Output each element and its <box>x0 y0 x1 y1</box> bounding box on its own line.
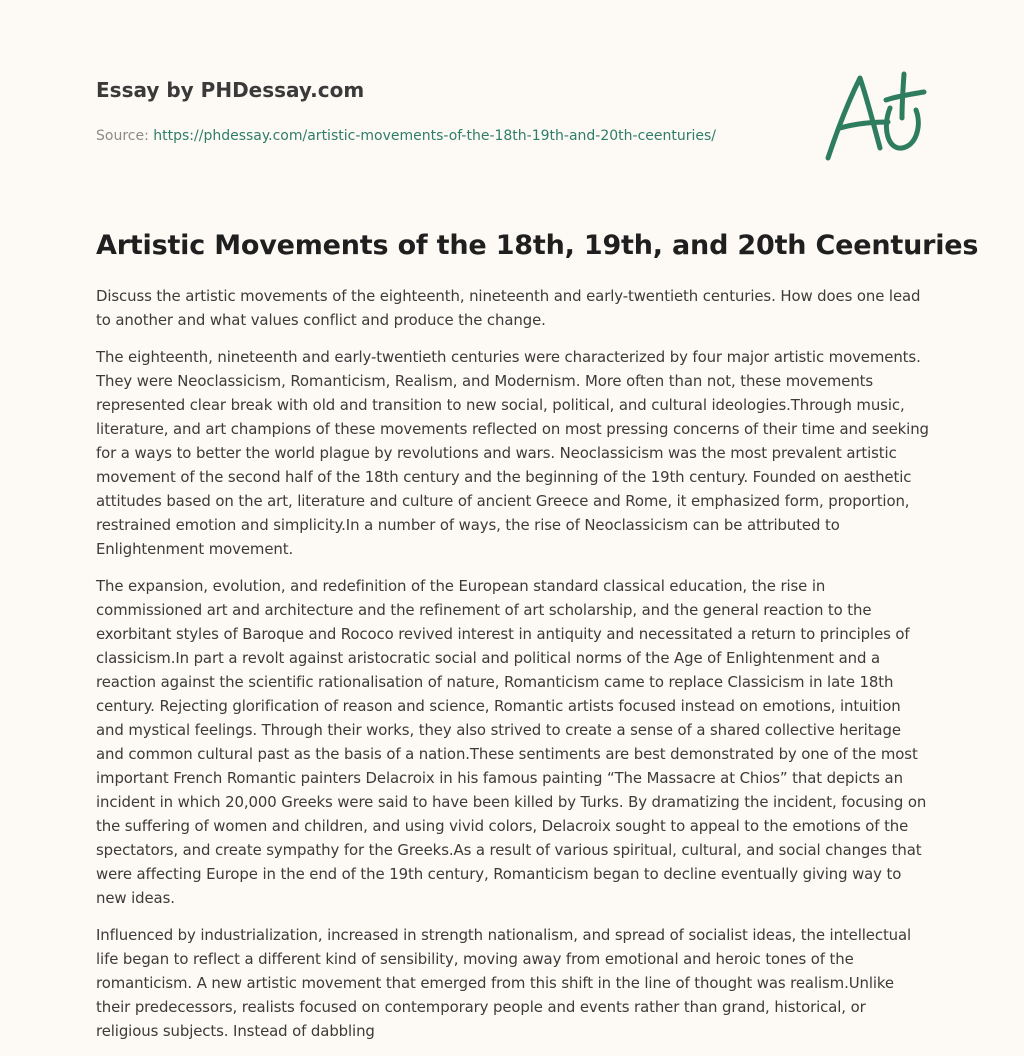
site-brand: Essay by PHDessay.com <box>96 78 365 102</box>
essay-paragraph: The eighteenth, nineteenth and early-twentieth centuries were characterized by four major artistic movements. They were Neoclassicism, Romanticism, Realism, and Modernism. More often than not, these movements represented clear break with old and transition to new social, political, and cultural ideologies.Through music, literature, and art champions of these movements reflected on most pressing concerns of their time and seeking for a ways to better the world plague by revolutions and wars. Neoclassicism was the most prevalent artistic movement of the second half of the 18th century and the beginning of the 19th century. Founded on aesthetic attitudes based on the art, literature and culture of ancient Greece and Rome, it emphasized form, proportion, restrained emotion and simplicity.In a number of ways, the rise of Neoclassicism can be attributed to Enlightenment movement. <box>96 348 929 558</box>
essay-paragraph: Discuss the artistic movements of the eighteenth, nineteenth and early-twentieth centuries. How does one lead to another and what values conflict and produce the change. <box>96 287 921 329</box>
source-line <box>96 126 796 146</box>
essay-paragraph: The expansion, evolution, and redefinition of the European standard classical education, the rise in commissioned art and architecture and the refinement of art scholarship, and the general reaction to the exorbitant styles of Baroque and Rococo revived interest in antiquity and necessitated a return to principles of classicism.In part a revolt against aristocratic social and political norms of the Age of Enlightenment and a reaction against the scientific rationalisation of nature, Romanticism came to replace Classicism in late 18th century. Rejecting glorification of reason and science, Romantic artists focused instead on emotions, intuition and mystical feelings. Through their works, they also strived to create a sense of a shared collective heritage and common cultural past as the basis of a nation.These sentiments are best demonstrated by one of the most important French Romantic painters Delacroix in his famous painting “The Massacre at Chios” that depicts an incident in which 20,000 Greeks were said to have been killed by Turks. By dramatizing the incident, focusing on the suffering of women and children, and using vivid colors, Delacroix sought to appeal to the emotions of the spectators, and create sympathy for the Greeks.As a result of various spiritual, cultural, and social changes that were affecting Europe in the end of the 19th century, Romanticism began to decline eventually giving way to new ideas. <box>96 577 927 907</box>
page-header <box>96 76 796 146</box>
a-plus-grade-icon <box>818 66 930 166</box>
source-label: Source: <box>96 128 149 144</box>
source-link[interactable]: https://phdessay.com/artistic-movements-of-the-18th-19th-and-20th-ceenturies/ <box>153 128 716 144</box>
essay-body <box>96 284 932 1056</box>
essay-paragraph: Influenced by industrialization, increased in strength nationalism, and spread of socialist ideas, the intellectual life began to reflect a different kind of sensibility, moving away from emotional and heroic tones of the romanticism. A new artistic movement that emerged from this shift in the line of thought was realism.Unlike their predecessors, realists focused on contemporary people and events rather than grand, historical, or religious subjects. Instead of dabbling <box>96 926 912 1040</box>
essay-title: Artistic Movements of the 18th, 19th, and 20th Ceenturies <box>96 230 979 261</box>
